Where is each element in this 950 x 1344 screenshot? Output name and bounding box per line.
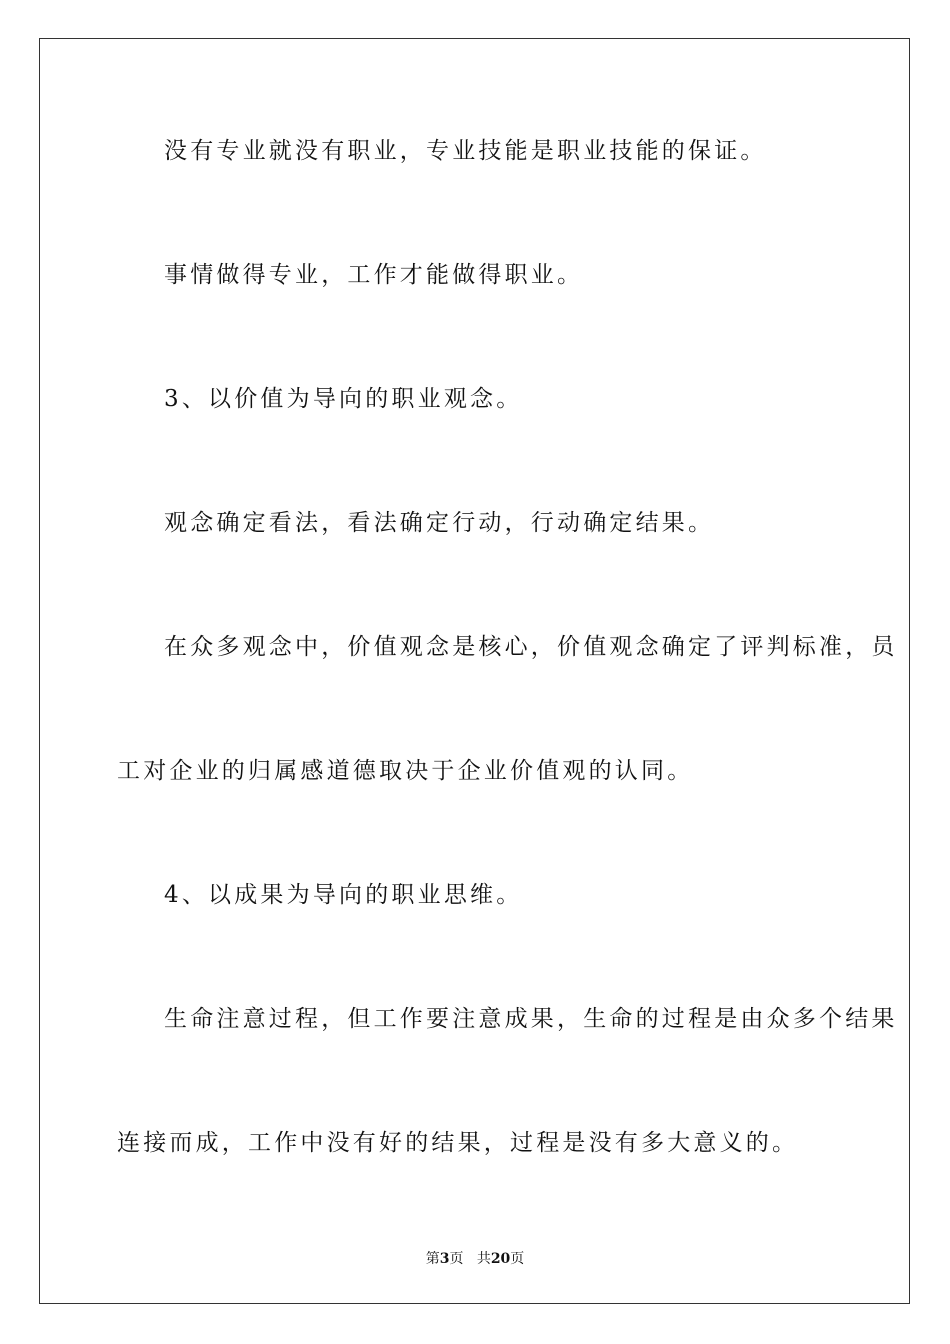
paragraph-line-7: 连接而成，工作中没有好的结果，过程是没有多大意义的。 (117, 1130, 799, 1156)
total-prefix: 共 (476, 1251, 491, 1267)
paragraph-line-6: 生命注意过程，但工作要注意成果，生命的过程是由众多个结果 (164, 1006, 898, 1032)
page-prefix: 第 (425, 1251, 440, 1267)
paragraph-line-4: 在众多观念中，价值观念是核心，价值观念确定了评判标准，员 (164, 634, 898, 660)
page-suffix: 页 (449, 1251, 464, 1267)
total-page-count: 20 (490, 1251, 511, 1267)
total-suffix: 页 (510, 1251, 525, 1267)
paragraph-line-2: 事情做得专业，工作才能做得职业。 (164, 262, 584, 288)
current-page-number: 3 (439, 1251, 450, 1267)
page-footer (0, 1248, 950, 1268)
section-heading-3: 3、以价值为导向的职业观念。 (164, 386, 523, 412)
paragraph-line-5: 工对企业的归属感道德取决于企业价值观的认同。 (117, 758, 694, 784)
section-heading-4: 4、以成果为导向的职业思维。 (164, 882, 523, 908)
paragraph-line-3: 观念确定看法，看法确定行动，行动确定结果。 (164, 510, 715, 536)
page-frame (39, 38, 910, 1304)
paragraph-line-1: 没有专业就没有职业，专业技能是职业技能的保证。 (164, 138, 767, 164)
